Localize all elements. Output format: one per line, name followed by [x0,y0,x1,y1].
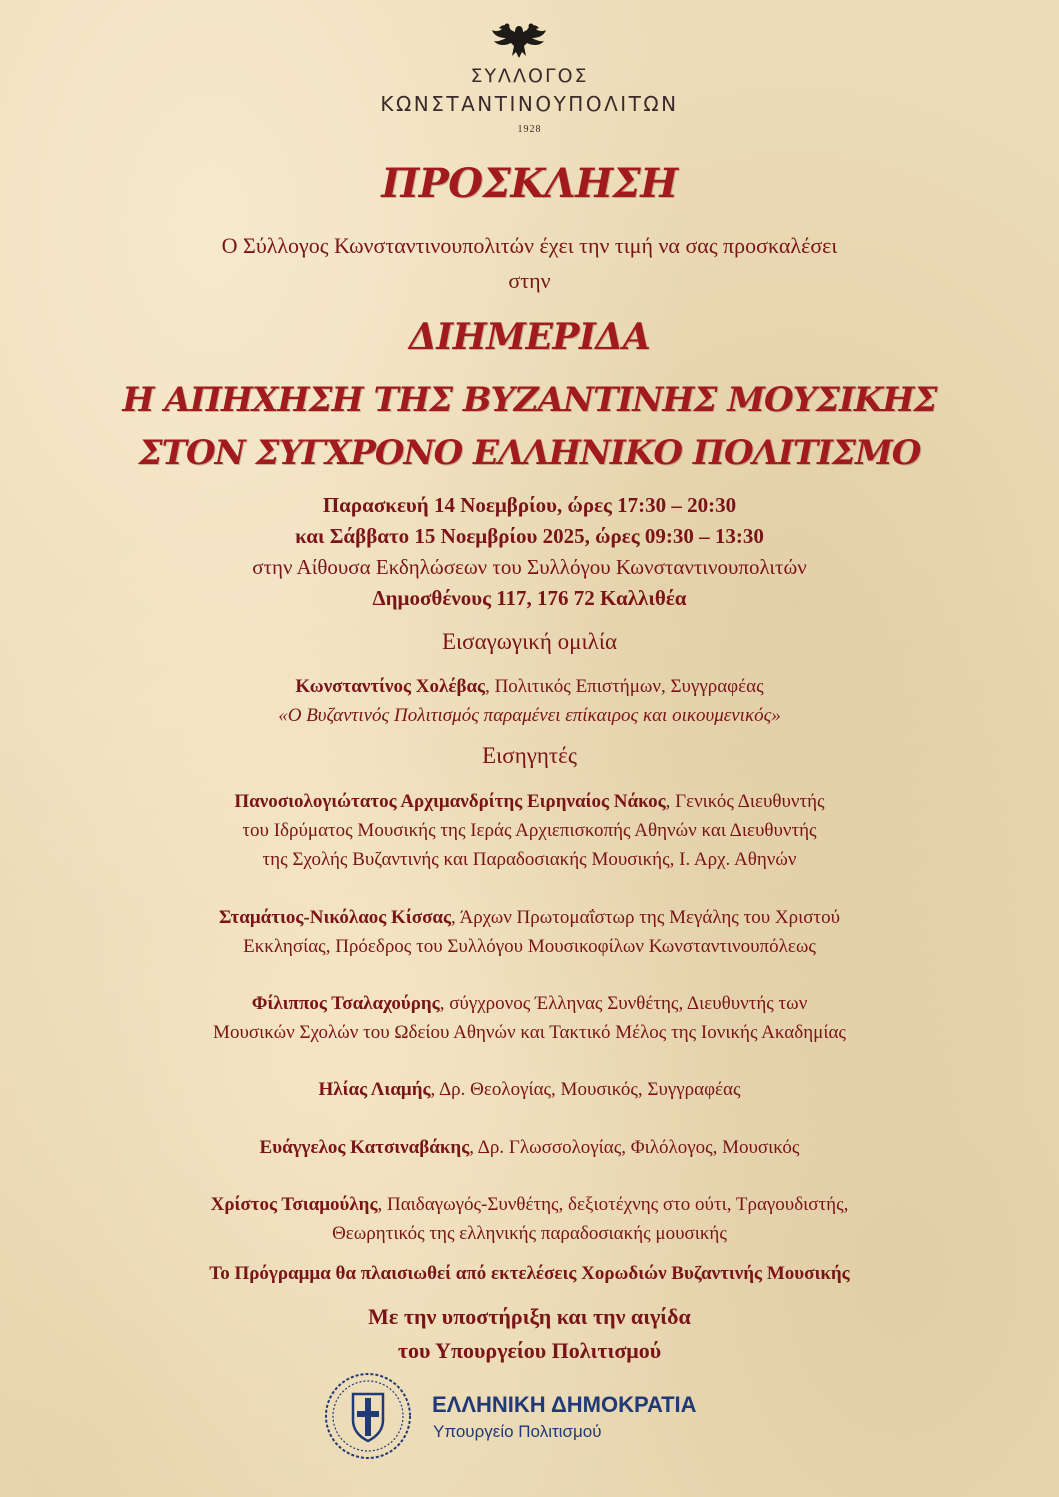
speaker-5-name: Ευάγγελος Κατσιναβάκης [259,1137,470,1158]
speakers-heading: Εισηγητές [482,743,577,768]
opening-speaker-role: , Πολιτικός Επιστήμων, Συγγραφέας [485,676,764,697]
speaker-5-line1 [0,1137,1059,1159]
speaker-6-line2: Θεωρητικός της ελληνικής παραδοσιακής μουσικής [332,1223,727,1244]
program-note: Το Πρόγραμμα θα πλαισιωθεί από εκτελέσεις Χορωδιών Βυζαντινής Μουσικής [209,1263,850,1284]
opening-talk-title: «Ο Βυζαντινός Πολιτισμός παραμένει επίκαιρος και οικουμενικός» [278,705,781,726]
speaker-6-name: Χρίστος Τσιαμούλης [210,1194,378,1215]
speaker-1-line3: της Σχολής Βυζαντινής και Παραδοσιακής Μουσικής, Ι. Αρχ. Αθηνών [262,849,797,870]
invitation-intro-line1: Ο Σύλλογος Κωνσταντινουπολιτών έχει την τιμή να σας προσκαλέσει [221,233,838,258]
opening-speaker-name: Κωνσταντίνος Χολέβας [295,676,486,697]
event-venue: στην Αίθουσα Εκδηλώσεων του Συλλόγου Κωνσταντινουπολιτών [252,555,807,579]
invitation-title: ΠΡΟΣΚΛΗΣΗ [381,160,678,207]
speaker-1-line1 [0,791,1059,813]
event-type: ΔΙΗΜΕΡΙΔΑ [408,316,651,358]
speaker-2-line2: Εκκλησίας, Πρόεδρος του Συλλόγου Μουσικοφίλων Κωνσταντινουπόλεως [243,936,816,957]
event-date-line2: και Σάββατο 15 Νοεμβρίου 2025, ώρες 09:30 – 13:30 [295,524,764,548]
ministry-logo-line2: Υπουργείο Πολιτισμού [433,1422,602,1441]
speaker-4-line1 [0,1079,1059,1101]
speaker-1-name: Πανοσιολογιώτατος Αρχιμανδρίτης Ειρηναίος Νάκος [234,791,666,812]
speaker-2-name: Σταμάτιος-Νικόλαος Κίσσας [219,907,452,928]
greek-coat-of-arms-icon [322,1370,414,1462]
opening-speaker [0,676,1059,698]
society-name-line2: ΚΩΝΣΤΑΝΤΙΝΟΥΠΟΛΙΤΩΝ [380,92,679,116]
speaker-5-role: , Δρ. Γλωσσολογίας, Φιλόλογος, Μουσικός [469,1137,800,1158]
speaker-4-name: Ηλίας Λιαμής [318,1079,431,1100]
speaker-1-line2: του Ιδρύματος Μουσικής της Ιεράς Αρχιεπισκοπής Αθηνών και Διευθυντής [242,820,817,841]
speaker-3-role: , σύγχρονος Έλληνας Συνθέτης, Διευθυντής των [439,993,808,1014]
speaker-3-name: Φίλιππος Τσαλαχούρης [251,993,440,1014]
speaker-4-role: , Δρ. Θεολογίας, Μουσικός, Συγγραφέας [430,1079,741,1100]
speaker-1-role: , Γενικός Διευθυντής [665,791,825,812]
speaker-3-line1 [0,993,1059,1015]
event-title-line1: Η ΑΠΗΧΗΣΗ ΤΗΣ ΒΥΖΑΝΤΙΝΗΣ ΜΟΥΣΙΚΗΣ [122,380,937,420]
speaker-3-line2: Μουσικών Σχολών του Ωδείου Αθηνών και Τακτικό Μέλος της Ιονικής Ακαδημίας [213,1022,846,1043]
speaker-6-role: , Παιδαγωγός-Συνθέτης, δεξιοτέχνης στο ούτι, Τραγουδιστής, [377,1194,849,1215]
support-line1: Με την υποστήριξη και την αιγίδα [368,1304,691,1329]
society-founding-year: 1928 [517,124,542,135]
event-address: Δημοσθένους 117, 176 72 Καλλιθέα [372,586,687,610]
opening-heading: Εισαγωγική ομιλία [441,629,618,654]
invitation-intro-line2: στην [508,268,551,293]
speaker-6-line1 [0,1194,1059,1216]
ministry-logo-line1: ΕΛΛΗΝΙΚΗ ΔΗΜΟΚΡΑΤΙΑ [432,1392,697,1417]
speaker-2-line1 [0,907,1059,929]
speaker-2-role: , Άρχων Πρωτομαΐστωρ της Μεγάλης του Χριστού [451,907,840,928]
event-title-line2: ΣΤΟΝ ΣΥΓΧΡΟΝΟ ΕΛΛΗΝΙΚΟ ΠΟΛΙΤΙΣΜΟ [138,433,921,473]
ministry-logo [322,1370,722,1462]
event-date-line1: Παρασκευή 14 Νοεμβρίου, ώρες 17:30 – 20:30 [322,493,737,517]
double-headed-eagle-icon [488,20,550,60]
support-line2: του Υπουργείου Πολιτισμού [397,1338,662,1363]
society-name-line1: ΣΥΛΛΟΓΟΣ [470,65,589,87]
